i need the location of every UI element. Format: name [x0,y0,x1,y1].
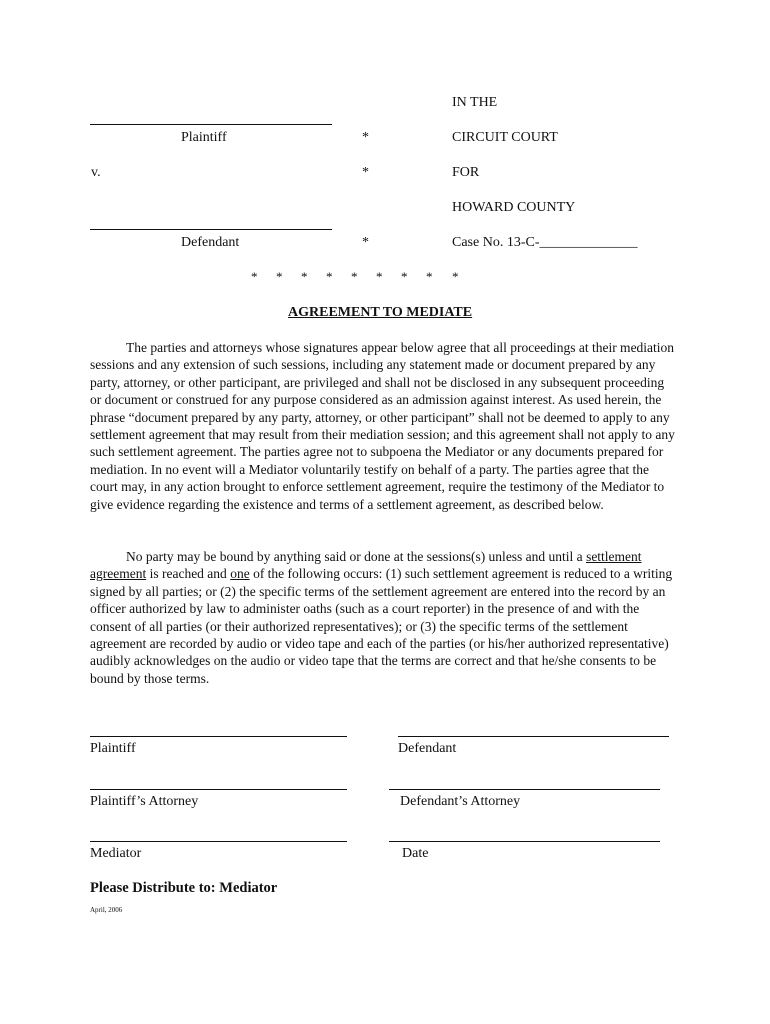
plaintiff-attorney-label: Plaintiff’s Attorney [90,794,199,809]
separator-star: * [376,269,383,284]
mediator-signature-label: Mediator [90,846,142,861]
date-line [389,841,660,842]
defendant-signature-line [398,736,669,737]
separator-star: * [326,269,333,284]
court-line-county: HOWARD COUNTY [452,200,576,215]
plaintiff-signature-label: Plaintiff [90,741,136,756]
confidentiality-paragraph [90,339,676,513]
separator-star: * [251,269,258,284]
separator-star: * [276,269,283,284]
separator-star: * [401,269,408,284]
court-line-in-the: IN THE [452,95,498,110]
versus-label: v. [91,165,101,180]
confidentiality-paragraph-text: The parties and attorneys whose signatures appear below agree that all proceedings at their mediation sessions and any extension of such sessions, including any statement made or document prepared by any party, attorney, or other participant, are privileged and shall not be disclosed in any subsequent proceeding or document or construed for any purpose considered as an admission against interest. As used herein, the phrase “document prepared by any party, attorney, or other participant” shall not be deemed to apply to any settlement agreement that may result from their mediation session; and this agreement shall not apply to any such settlement agreement. The parties agree not to subpoena the Mediator or any documents prepared for mediation. In no event will a Mediator voluntarily testify on behalf of a party. The parties agree that the court may, in any action brought to enforce settlement agreement, require the testimony of the Mediator to give evidence regarding the existence and terms of a settlement agreement, as described below. [90,340,675,512]
separator-star: * [301,269,308,284]
separator-star: * [351,269,358,284]
mediator-signature-line [90,841,347,842]
document-title: AGREEMENT TO MEDIATE [288,305,473,320]
defendant-attorney-signature-line [389,789,660,790]
case-number: Case No. 13-C-______________ [452,235,638,250]
caption-separator-star: * [362,165,369,180]
court-line-circuit-court: CIRCUIT COURT [452,130,558,145]
settlement-agreement-term: settlement agreement [90,549,642,582]
caption-separator-star: * [362,235,369,250]
separator-star: * [426,269,433,284]
binding-paragraph-rest: of the following occurs: (1) such settlement agreement is reduced to a writing signed by all parties; or (2) the specific terms of the settlement agreement are entered into the record by an officer authorized by law to administer oaths (such as a court reporter) in the presence of and with the consent of all parties (or their authorized representatives); or (3) the specific terms of the settlement agreement are recorded by audio or video tape and each of the parties (or his/her authorized representative) audibly acknowledges on the audio or video tape that the terms are correct and that he/she consents to be bound by those terms. [90,566,673,686]
plaintiff-caption-label: Plaintiff [181,130,227,145]
plaintiff-attorney-signature-line [90,789,347,790]
caption-separator-star: * [362,130,369,145]
defendant-caption-label: Defendant [181,235,240,250]
binding-agreement-paragraph [90,548,676,687]
binding-paragraph-mid: is reached and [149,566,227,582]
one-term: one [230,566,250,582]
binding-paragraph-lead: No party may be bound by anything said or done at the sessions(s) unless and until a [126,549,583,564]
defendant-signature-label: Defendant [398,741,457,756]
defendant-name-line [90,229,332,230]
distribution-note: Please Distribute to: Mediator [90,880,278,896]
defendant-attorney-label: Defendant’s Attorney [400,794,521,809]
separator-star: * [452,269,459,284]
plaintiff-name-line [90,124,332,125]
date-label: Date [402,846,429,861]
court-line-for: FOR [452,165,480,180]
plaintiff-signature-line [90,736,347,737]
revision-date: April, 2006 [90,906,123,914]
